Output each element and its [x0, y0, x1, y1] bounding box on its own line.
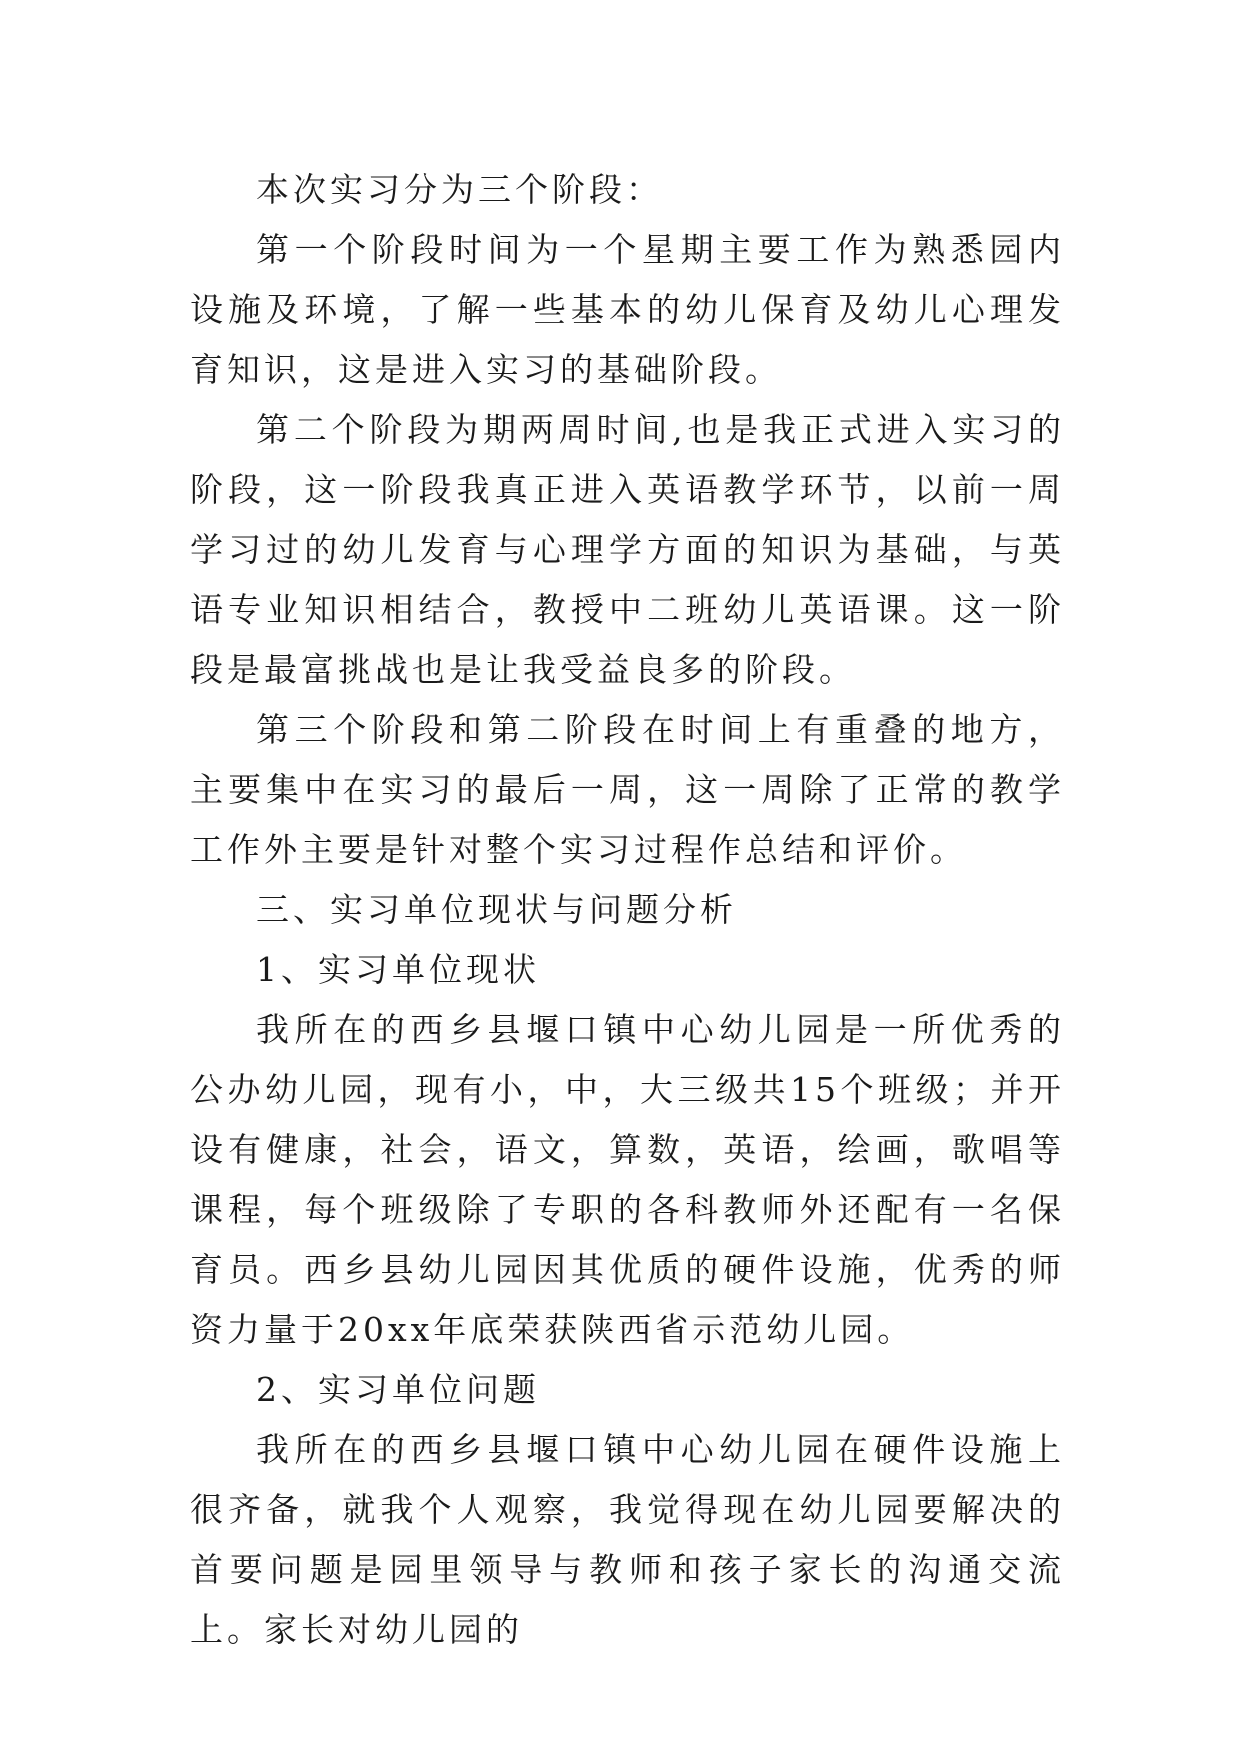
paragraph-stage-three: 第三个阶段和第二阶段在时间上有重叠的地方，主要集中在实习的最后一周，这一周除了正常的教学工作外主要是针对整个实习过程作总结和评价。	[190, 710, 1065, 869]
paragraph-unit-problems: 我所在的西乡县堰口镇中心幼儿园在硬件设施上很齐备，就我个人观察，我觉得现在幼儿园要解决的首要问题是园里领导与教师和孩子家长的沟通交流上。家长对幼儿园的	[190, 1430, 1065, 1649]
subheading-unit-status: 1、实习单位现状	[256, 950, 540, 989]
section-heading-three: 三、实习单位现状与问题分析	[256, 890, 737, 929]
document-body	[190, 160, 1065, 1660]
subheading-unit-problems: 2、实习单位问题	[256, 1370, 540, 1409]
paragraph-stages-intro: 本次实习分为三个阶段：	[256, 170, 663, 209]
paragraph-unit-status: 我所在的西乡县堰口镇中心幼儿园是一所优秀的公办幼儿园，现有小，中，大三级共15个班级；并开设有健康，社会，语文，算数，英语，绘画，歌唱等课程，每个班级除了专职的各科教师外还配有一名保育员。西乡县幼儿园因其优质的硬件设施，优秀的师资力量于20xx年底荣获陕西省示范幼儿园。	[190, 1010, 1065, 1349]
paragraph-stage-two: 第二个阶段为期两周时间,也是我正式进入实习的阶段，这一阶段我真正进入英语教学环节，以前一周学习过的幼儿发育与心理学方面的知识为基础，与英语专业知识相结合，教授中二班幼儿英语课。这一阶段是最富挑战也是让我受益良多的阶段。	[190, 410, 1065, 689]
paragraph-stage-one: 第一个阶段时间为一个星期主要工作为熟悉园内设施及环境，了解一些基本的幼儿保育及幼儿心理发育知识，这是进入实习的基础阶段。	[190, 230, 1065, 389]
